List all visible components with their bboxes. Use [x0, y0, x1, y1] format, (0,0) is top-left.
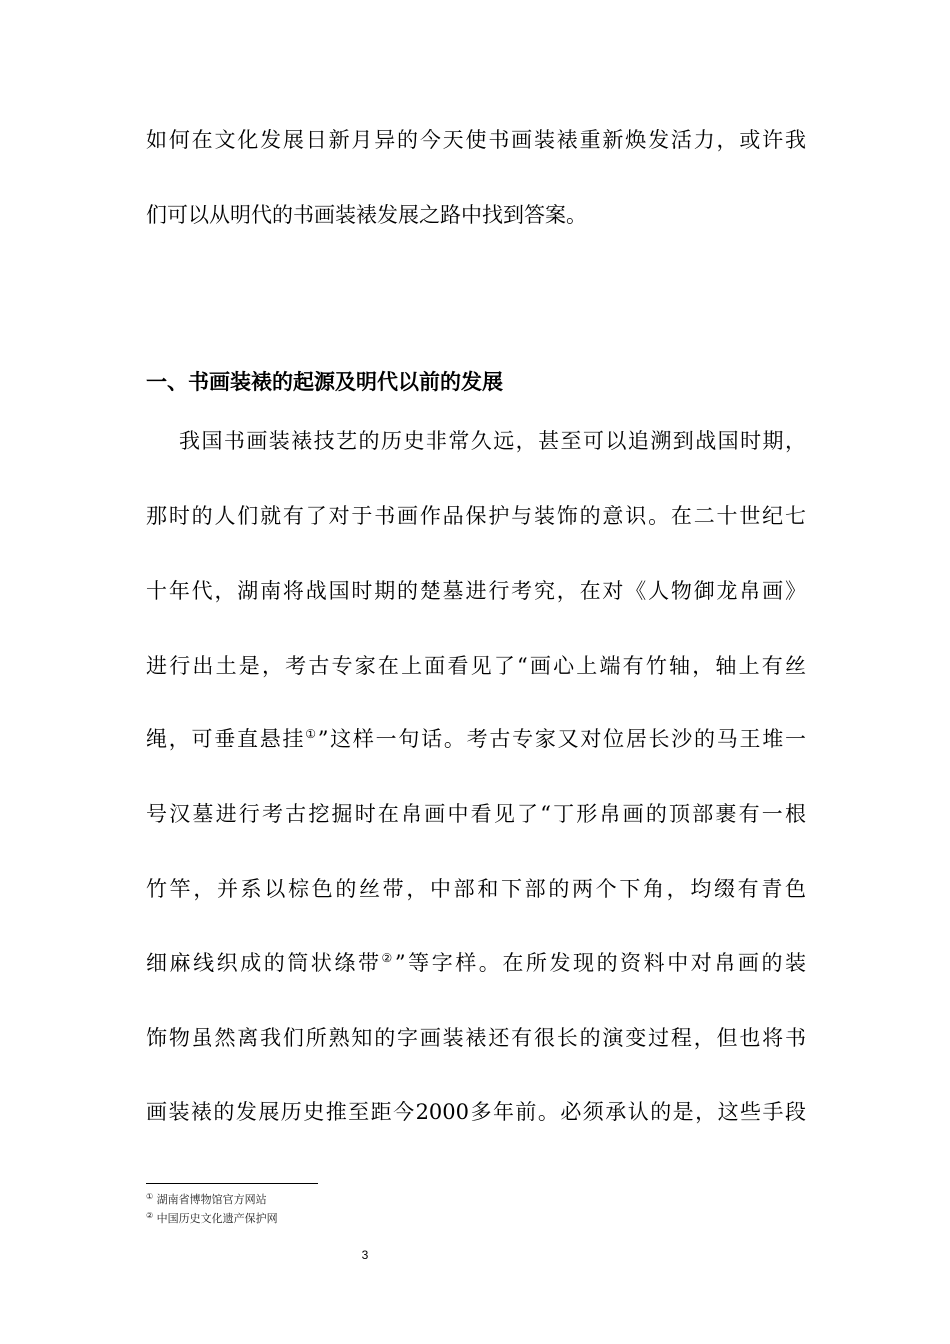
- footnote-ref-1[interactable]: ①: [305, 727, 318, 741]
- line-8-text-a: 细麻线织成的筒状绦带: [146, 951, 382, 975]
- paragraph-line-5: [146, 724, 806, 754]
- line-5-text-b: ”这样一句话。考古专家又对位居长沙的马王堆一: [317, 727, 807, 751]
- intro-line-2: 们可以从明代的书画装裱发展之路中找到答案。: [146, 203, 587, 227]
- paragraph-line-3: 十年代，湖南将战国时期的楚墓进行考究，在对《人物御龙帛画》: [146, 579, 806, 603]
- paragraph-line-6: 号汉墓进行考古挖掘时在帛画中看见了“丁形帛画的顶部裹有一根: [146, 802, 806, 826]
- paragraph-line-1: 我国书画装裱技艺的历史非常久远，甚至可以追溯到战国时期，: [179, 429, 806, 453]
- intro-line-1: 如何在文化发展日新月异的今天使书画装裱重新焕发活力，或许我: [146, 128, 806, 152]
- footnote-2-mark: ②: [146, 1211, 154, 1220]
- paragraph-line-4: 进行出土是，考古专家在上面看见了“画心上端有竹轴，轴上有丝: [146, 654, 806, 678]
- footnote-ref-2[interactable]: ②: [381, 951, 395, 965]
- paragraph-line-9: 饰物虽然离我们所熟知的字画装裱还有很长的演变过程，但也将书: [146, 1026, 806, 1050]
- section-heading: 一、书画装裱的起源及明代以前的发展: [146, 369, 503, 394]
- paragraph-line-7: 竹竿，并系以棕色的丝带，中部和下部的两个下角，均缀有青色: [146, 877, 806, 901]
- footnote-1-text: 湖南省博物馆官方网站: [156, 1193, 267, 1206]
- footnote-2-text: 中国历史文化遗产保护网: [156, 1212, 278, 1225]
- footnote-1-mark: ①: [146, 1192, 154, 1201]
- footnote-separator: [146, 1183, 318, 1184]
- paragraph-line-2: 那时的人们就有了对于书画作品保护与装饰的意识。在二十世纪七: [146, 504, 806, 528]
- footnote-2: [146, 1212, 278, 1226]
- footnote-1: [146, 1193, 267, 1207]
- page-number: 3: [361, 1248, 369, 1262]
- paragraph-line-8: [146, 948, 806, 978]
- line-8-text-b: ”等字样。在所发现的资料中对帛画的装: [394, 951, 807, 975]
- line-5-text-a: 绳，可垂直悬挂: [146, 727, 306, 751]
- paragraph-line-10: 画装裱的发展历史推至距今2000多年前。必须承认的是，这些手段: [146, 1100, 806, 1124]
